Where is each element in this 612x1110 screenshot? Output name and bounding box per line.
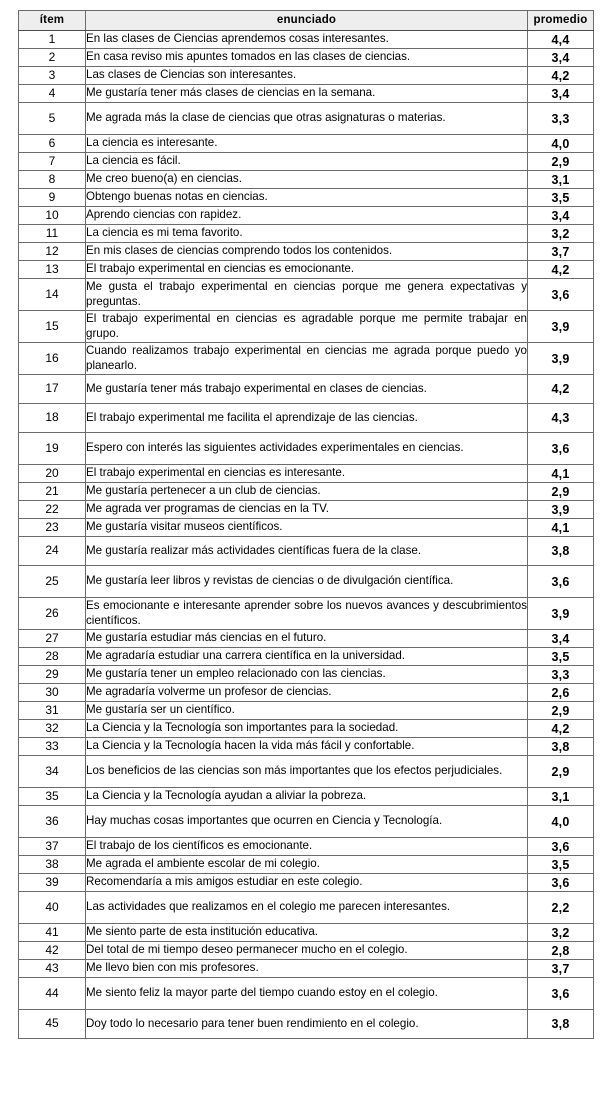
table-row — [19, 648, 594, 666]
cell-statement: Me agrada más la clase de ciencias que otras asignaturas o materias. — [86, 103, 528, 135]
table-row — [19, 171, 594, 189]
cell-statement: Me gustaría tener más clases de ciencias en la semana. — [86, 85, 528, 103]
cell-statement: La Ciencia y la Tecnología ayudan a aliviar la pobreza. — [86, 788, 528, 806]
table-row — [19, 519, 594, 537]
cell-statement: Me gustaría visitar museos científicos. — [86, 519, 528, 537]
cell-item-number: 16 — [19, 343, 86, 375]
cell-statement: Me siento feliz la mayor parte del tiempo cuando estoy en el colegio. — [86, 978, 528, 1010]
cell-item-number: 37 — [19, 838, 86, 856]
cell-average: 3,6 — [528, 279, 594, 311]
cell-item-number: 22 — [19, 501, 86, 519]
cell-statement: Hay muchas cosas importantes que ocurren en Ciencia y Tecnología. — [86, 806, 528, 838]
cell-average: 3,3 — [528, 103, 594, 135]
cell-statement: Me agrada ver programas de ciencias en la TV. — [86, 501, 528, 519]
cell-item-number: 43 — [19, 960, 86, 978]
table-row — [19, 135, 594, 153]
cell-statement: La Ciencia y la Tecnología son importantes para la sociedad. — [86, 720, 528, 738]
cell-average: 3,4 — [528, 630, 594, 648]
table-row — [19, 311, 594, 343]
cell-statement: Me gustaría ser un científico. — [86, 702, 528, 720]
cell-item-number: 18 — [19, 404, 86, 433]
cell-statement: Espero con interés las siguientes actividades experimentales en ciencias. — [86, 433, 528, 465]
cell-item-number: 32 — [19, 720, 86, 738]
cell-average: 3,2 — [528, 924, 594, 942]
table-row — [19, 756, 594, 788]
table-row — [19, 483, 594, 501]
survey-results-table — [18, 10, 594, 1039]
table-header — [19, 11, 594, 31]
cell-average: 4,1 — [528, 465, 594, 483]
cell-average: 4,2 — [528, 720, 594, 738]
cell-item-number: 13 — [19, 261, 86, 279]
cell-average: 3,4 — [528, 85, 594, 103]
column-header-average: promedio — [528, 11, 594, 31]
cell-statement: La ciencia es interesante. — [86, 135, 528, 153]
cell-statement: Me agradaría estudiar una carrera científica en la universidad. — [86, 648, 528, 666]
cell-statement: El trabajo experimental en ciencias es agradable porque me permite trabajar en grupo. — [86, 311, 528, 343]
cell-item-number: 3 — [19, 67, 86, 85]
cell-statement: Me gustaría tener un empleo relacionado con las ciencias. — [86, 666, 528, 684]
survey-results-table-container — [18, 10, 593, 1039]
table-row — [19, 1010, 594, 1039]
cell-item-number: 1 — [19, 31, 86, 49]
cell-item-number: 36 — [19, 806, 86, 838]
cell-item-number: 5 — [19, 103, 86, 135]
cell-item-number: 7 — [19, 153, 86, 171]
table-header-row — [19, 11, 594, 31]
cell-item-number: 27 — [19, 630, 86, 648]
table-row — [19, 103, 594, 135]
table-row — [19, 343, 594, 375]
cell-statement: Me gusta el trabajo experimental en ciencias porque me genera expectativas y preguntas. — [86, 279, 528, 311]
cell-average: 2,6 — [528, 684, 594, 702]
cell-item-number: 12 — [19, 243, 86, 261]
cell-average: 3,5 — [528, 856, 594, 874]
table-row — [19, 279, 594, 311]
cell-item-number: 39 — [19, 874, 86, 892]
table-row — [19, 375, 594, 404]
cell-statement: Doy todo lo necesario para tener buen rendimiento en el colegio. — [86, 1010, 528, 1039]
table-row — [19, 630, 594, 648]
table-row — [19, 738, 594, 756]
cell-average: 2,9 — [528, 702, 594, 720]
table-row — [19, 537, 594, 566]
cell-item-number: 24 — [19, 537, 86, 566]
cell-average: 4,2 — [528, 67, 594, 85]
table-row — [19, 85, 594, 103]
cell-average: 4,4 — [528, 31, 594, 49]
table-row — [19, 598, 594, 630]
cell-statement: Recomendaría a mis amigos estudiar en este colegio. — [86, 874, 528, 892]
table-row — [19, 225, 594, 243]
cell-statement: La ciencia es mi tema favorito. — [86, 225, 528, 243]
cell-item-number: 42 — [19, 942, 86, 960]
cell-item-number: 34 — [19, 756, 86, 788]
cell-item-number: 14 — [19, 279, 86, 311]
table-row — [19, 189, 594, 207]
cell-item-number: 4 — [19, 85, 86, 103]
cell-statement: En mis clases de ciencias comprendo todos los contenidos. — [86, 243, 528, 261]
cell-average: 3,6 — [528, 874, 594, 892]
cell-statement: Los beneficios de las ciencias son más importantes que los efectos perjudiciales. — [86, 756, 528, 788]
cell-average: 3,9 — [528, 311, 594, 343]
cell-average: 3,1 — [528, 788, 594, 806]
cell-item-number: 9 — [19, 189, 86, 207]
cell-statement: Me gustaría pertenecer a un club de ciencias. — [86, 483, 528, 501]
cell-item-number: 15 — [19, 311, 86, 343]
cell-average: 3,9 — [528, 501, 594, 519]
cell-average: 3,6 — [528, 838, 594, 856]
cell-statement: Las actividades que realizamos en el colegio me parecen interesantes. — [86, 892, 528, 924]
cell-average: 4,0 — [528, 806, 594, 838]
cell-item-number: 38 — [19, 856, 86, 874]
table-row — [19, 666, 594, 684]
cell-statement: Es emocionante e interesante aprender sobre los nuevos avances y descubrimientos científicos. — [86, 598, 528, 630]
table-row — [19, 404, 594, 433]
cell-statement: Cuando realizamos trabajo experimental en ciencias me agrada porque puedo yo planearlo. — [86, 343, 528, 375]
cell-item-number: 44 — [19, 978, 86, 1010]
cell-item-number: 10 — [19, 207, 86, 225]
cell-statement: Me llevo bien con mis profesores. — [86, 960, 528, 978]
cell-statement: Obtengo buenas notas en ciencias. — [86, 189, 528, 207]
cell-statement: En casa reviso mis apuntes tomados en las clases de ciencias. — [86, 49, 528, 67]
cell-average: 3,2 — [528, 225, 594, 243]
cell-average: 3,9 — [528, 343, 594, 375]
cell-statement: La Ciencia y la Tecnología hacen la vida más fácil y confortable. — [86, 738, 528, 756]
table-row — [19, 892, 594, 924]
table-row — [19, 67, 594, 85]
cell-item-number: 41 — [19, 924, 86, 942]
cell-item-number: 25 — [19, 566, 86, 598]
table-row — [19, 702, 594, 720]
cell-item-number: 40 — [19, 892, 86, 924]
cell-item-number: 19 — [19, 433, 86, 465]
cell-item-number: 17 — [19, 375, 86, 404]
cell-statement: Del total de mi tiempo deseo permanecer mucho en el colegio. — [86, 942, 528, 960]
cell-average: 3,9 — [528, 598, 594, 630]
table-row — [19, 243, 594, 261]
cell-item-number: 26 — [19, 598, 86, 630]
table-row — [19, 960, 594, 978]
table-row — [19, 788, 594, 806]
table-row — [19, 49, 594, 67]
table-row — [19, 942, 594, 960]
cell-average: 3,1 — [528, 171, 594, 189]
cell-average: 3,6 — [528, 566, 594, 598]
cell-item-number: 45 — [19, 1010, 86, 1039]
cell-statement: El trabajo experimental me facilita el aprendizaje de las ciencias. — [86, 404, 528, 433]
cell-statement: Me agradaría volverme un profesor de ciencias. — [86, 684, 528, 702]
cell-item-number: 35 — [19, 788, 86, 806]
cell-average: 2,8 — [528, 942, 594, 960]
cell-average: 3,3 — [528, 666, 594, 684]
cell-statement: Me agrada el ambiente escolar de mi colegio. — [86, 856, 528, 874]
cell-average: 3,5 — [528, 648, 594, 666]
cell-average: 2,9 — [528, 483, 594, 501]
cell-item-number: 30 — [19, 684, 86, 702]
table-row — [19, 856, 594, 874]
table-row — [19, 720, 594, 738]
cell-average: 2,9 — [528, 153, 594, 171]
column-header-statement: enunciado — [86, 11, 528, 31]
cell-item-number: 31 — [19, 702, 86, 720]
cell-average: 3,8 — [528, 1010, 594, 1039]
cell-average: 4,2 — [528, 261, 594, 279]
table-row — [19, 684, 594, 702]
cell-statement: Las clases de Ciencias son interesantes. — [86, 67, 528, 85]
cell-average: 3,7 — [528, 960, 594, 978]
table-row — [19, 207, 594, 225]
cell-item-number: 28 — [19, 648, 86, 666]
cell-average: 3,4 — [528, 207, 594, 225]
cell-item-number: 21 — [19, 483, 86, 501]
table-row — [19, 838, 594, 856]
table-row — [19, 153, 594, 171]
table-row — [19, 501, 594, 519]
cell-item-number: 20 — [19, 465, 86, 483]
cell-item-number: 23 — [19, 519, 86, 537]
cell-statement: El trabajo experimental en ciencias es interesante. — [86, 465, 528, 483]
cell-average: 4,2 — [528, 375, 594, 404]
cell-average: 2,9 — [528, 756, 594, 788]
cell-statement: La ciencia es fácil. — [86, 153, 528, 171]
table-row — [19, 31, 594, 49]
cell-average: 4,1 — [528, 519, 594, 537]
cell-statement: Me gustaría leer libros y revistas de ciencias o de divulgación científica. — [86, 566, 528, 598]
cell-statement: Me gustaría tener más trabajo experimental en clases de ciencias. — [86, 375, 528, 404]
cell-average: 3,7 — [528, 243, 594, 261]
cell-average: 3,4 — [528, 49, 594, 67]
cell-item-number: 8 — [19, 171, 86, 189]
table-row — [19, 978, 594, 1010]
cell-statement: Me siento parte de esta institución educativa. — [86, 924, 528, 942]
cell-average: 3,8 — [528, 738, 594, 756]
cell-average: 4,0 — [528, 135, 594, 153]
cell-average: 4,3 — [528, 404, 594, 433]
cell-statement: Me gustaría estudiar más ciencias en el futuro. — [86, 630, 528, 648]
table-row — [19, 806, 594, 838]
cell-item-number: 11 — [19, 225, 86, 243]
table-body — [19, 31, 594, 1039]
cell-item-number: 29 — [19, 666, 86, 684]
cell-average: 2,2 — [528, 892, 594, 924]
cell-statement: El trabajo experimental en ciencias es emocionante. — [86, 261, 528, 279]
table-row — [19, 874, 594, 892]
cell-average: 3,8 — [528, 537, 594, 566]
cell-average: 3,5 — [528, 189, 594, 207]
cell-item-number: 33 — [19, 738, 86, 756]
cell-average: 3,6 — [528, 978, 594, 1010]
cell-statement: Me creo bueno(a) en ciencias. — [86, 171, 528, 189]
cell-statement: Aprendo ciencias con rapidez. — [86, 207, 528, 225]
table-row — [19, 924, 594, 942]
table-row — [19, 465, 594, 483]
cell-average: 3,6 — [528, 433, 594, 465]
table-row — [19, 566, 594, 598]
cell-item-number: 2 — [19, 49, 86, 67]
cell-statement: El trabajo de los científicos es emocionante. — [86, 838, 528, 856]
column-header-item: ítem — [19, 11, 86, 31]
table-row — [19, 433, 594, 465]
cell-statement: Me gustaría realizar más actividades científicas fuera de la clase. — [86, 537, 528, 566]
cell-item-number: 6 — [19, 135, 86, 153]
table-row — [19, 261, 594, 279]
cell-statement: En las clases de Ciencias aprendemos cosas interesantes. — [86, 31, 528, 49]
